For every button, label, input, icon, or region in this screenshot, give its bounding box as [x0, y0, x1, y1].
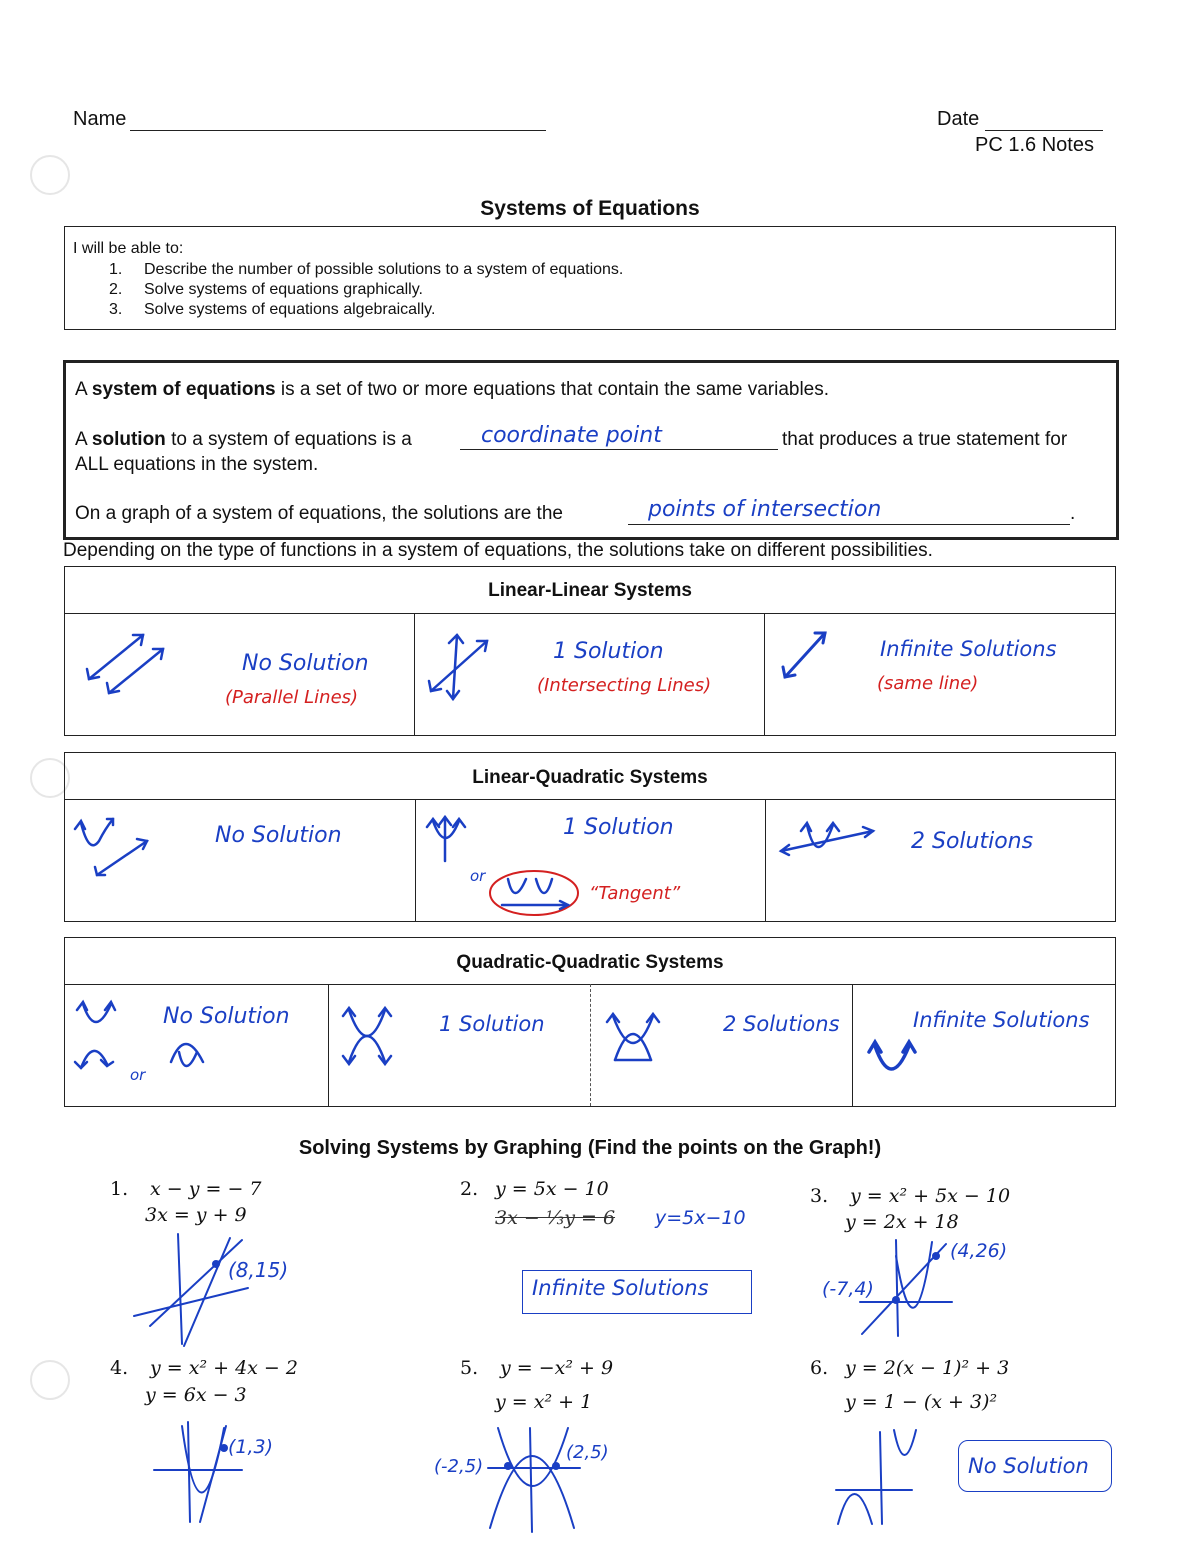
graph-sketch: [150, 1418, 250, 1528]
intersecting-lines-icon: [423, 629, 493, 709]
cell-label: 1 Solution: [553, 639, 664, 664]
binder-hole: [30, 155, 70, 195]
cell-label: No Solution: [242, 651, 369, 676]
problem-answer: No Solution: [968, 1454, 1089, 1478]
graph-sketch: [130, 1230, 260, 1350]
problem-answer: (4,26): [950, 1240, 1008, 1262]
cell-label: 1 Solution: [439, 1012, 545, 1036]
answer-blank: [628, 524, 1070, 525]
or-label: or: [130, 1066, 146, 1084]
problem-equation: x − y = − 7: [150, 1178, 262, 1200]
problem-answer: (-7,4): [822, 1278, 874, 1300]
linear-quadratic-table: [64, 752, 1116, 922]
parabola-line-no-solution-icon: [75, 811, 155, 881]
name-label: Name: [73, 108, 127, 130]
cell-label: No Solution: [215, 823, 342, 848]
parabolas-infinite-solutions-icon: [865, 1038, 925, 1088]
problem-equation: y = 2(x − 1)² + 3: [845, 1357, 1010, 1379]
definitions-box: [63, 360, 1119, 540]
objective-num: 1.: [109, 261, 123, 278]
problem-equation: y = 1 − (x + 3)²: [845, 1391, 998, 1413]
handwritten-answer-points-of-intersection: points of intersection: [648, 497, 882, 522]
page-title: Systems of Equations: [480, 197, 700, 220]
objective-text: Solve systems of equations graphically.: [144, 281, 423, 298]
parabola-tangent-icon: [427, 811, 477, 866]
objectives-box: [64, 226, 1116, 330]
cell-label: No Solution: [163, 1004, 290, 1029]
objective-text: Describe the number of possible solutions to a system of equations.: [144, 261, 624, 278]
depending-text: Depending on the type of functions in a system of equations, the solutions take on different possibilities.: [63, 540, 933, 561]
quadratic-quadratic-table: [64, 937, 1116, 1107]
problem-answer: Infinite Solutions: [532, 1276, 709, 1300]
parallel-lines-icon: [81, 629, 191, 699]
answer-blank: [460, 449, 778, 450]
parabola-line-two-solutions-icon: [777, 817, 887, 867]
objectives-intro: I will be able to:: [73, 240, 184, 257]
objective-num: 2.: [109, 281, 123, 298]
problem-number: 1.: [110, 1178, 129, 1200]
cell-sublabel: (Parallel Lines): [225, 687, 359, 708]
same-line-icon: [777, 627, 837, 687]
problem-answer: (2,5): [566, 1442, 609, 1463]
problem-number: 2.: [460, 1178, 479, 1200]
cell-label: Infinite Solutions: [913, 1008, 1090, 1032]
tangent-circled-icon: [490, 871, 590, 921]
problem-number: 6.: [810, 1357, 829, 1379]
parabolas-one-solution-icon: [341, 1004, 397, 1068]
section-title: Quadratic-Quadratic Systems: [456, 952, 724, 973]
binder-hole: [30, 1360, 70, 1400]
problem-equation: y = x² + 1: [495, 1391, 593, 1413]
period: .: [1070, 503, 1076, 524]
or-label: or: [470, 867, 486, 885]
problem-equation: y = 5x − 10: [495, 1178, 609, 1200]
problem-equation: y = x² + 5x − 10: [850, 1185, 1011, 1207]
section-title: Linear-Linear Systems: [488, 580, 692, 601]
name-field-line[interactable]: [130, 130, 546, 131]
problem-number: 3.: [810, 1185, 829, 1207]
graphing-title: Solving Systems by Graphing (Find the points on the Graph!): [298, 1137, 882, 1159]
problem-equation: y = x² + 4x − 2: [150, 1357, 298, 1379]
definition-solution-cont: that produces a true statement for: [782, 429, 1068, 450]
cell-label: Infinite Solutions: [880, 637, 1057, 661]
problem-answer: (-2,5): [434, 1456, 484, 1477]
handwritten-answer-coordinate-point: coordinate point: [481, 423, 662, 448]
problem-number: 4.: [110, 1357, 129, 1379]
problem-equation: y = −x² + 9: [500, 1357, 614, 1379]
cell-label: 1 Solution: [563, 815, 674, 840]
problem-equation: y = 2x + 18: [845, 1211, 959, 1233]
graph-sketch: [832, 1424, 942, 1528]
parabolas-two-solutions-icon: [607, 1008, 663, 1068]
handwritten-work: y=5x−10: [655, 1207, 746, 1229]
cell-label: 2 Solutions: [723, 1012, 840, 1036]
date-field-line[interactable]: [985, 130, 1103, 131]
cell-label: 2 Solutions: [911, 829, 1034, 854]
section-title: Linear-Quadratic Systems: [472, 767, 708, 788]
notes-label: PC 1.6 Notes: [975, 134, 1094, 156]
cell-sublabel: (same line): [877, 673, 979, 694]
problem-equation: y = 6x − 3: [145, 1384, 247, 1406]
problem-equation: 3x = y + 9: [145, 1204, 247, 1226]
definition-system: A system of equations is a set of two or more equations that contain the same variables.: [75, 379, 830, 400]
cell-sublabel: (Intersecting Lines): [537, 675, 712, 696]
definition-graph: On a graph of a system of equations, the solutions are the: [75, 503, 563, 524]
objective-text: Solve systems of equations algebraically.: [144, 301, 436, 318]
tangent-note: “Tangent”: [589, 883, 681, 904]
linear-linear-table: [64, 566, 1116, 736]
graph-sketch: [484, 1424, 584, 1534]
definition-solution-line2: ALL equations in the system.: [75, 454, 319, 475]
date-label: Date: [937, 108, 980, 130]
objective-num: 3.: [109, 301, 123, 318]
problem-answer: (8,15): [228, 1258, 289, 1282]
problem-answer: (1,3): [228, 1436, 274, 1458]
problem-equation-crossed: 3x − ⅓y = 6: [495, 1207, 616, 1229]
definition-solution: A solution to a system of equations is a: [75, 429, 412, 450]
problem-number: 5.: [460, 1357, 479, 1379]
